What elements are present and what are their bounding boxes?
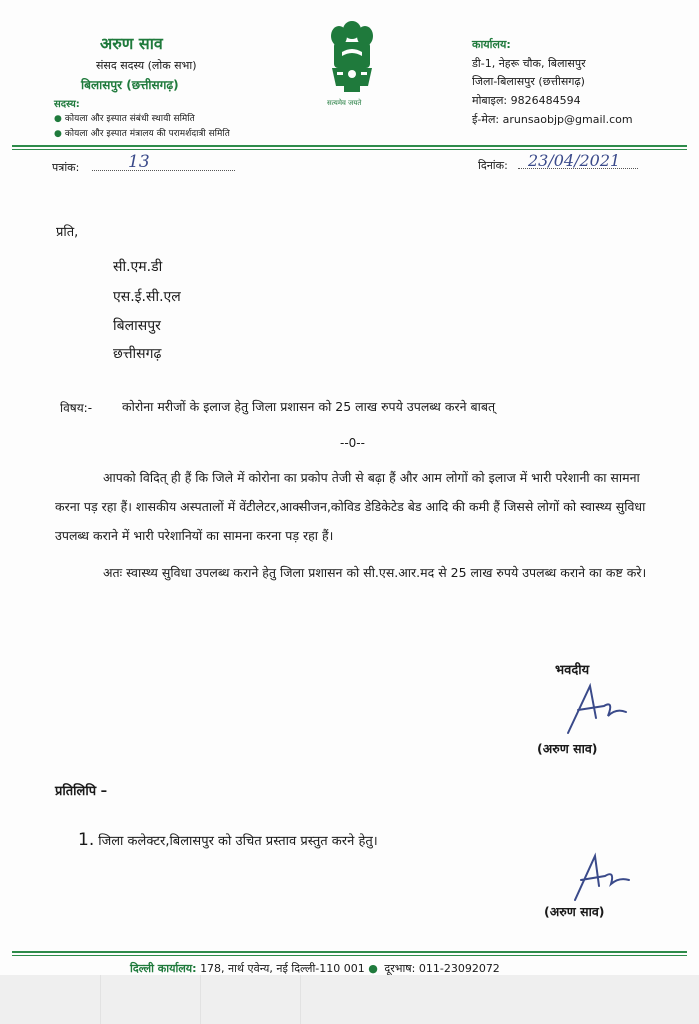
recipient-line: एस.ई.सी.एल bbox=[113, 289, 181, 305]
letter-date: 23/04/2021 bbox=[528, 151, 621, 170]
strip-divider bbox=[200, 975, 201, 1024]
handwritten-signature bbox=[565, 850, 635, 905]
copy-item-text: जिला कलेक्टर,बिलासपुर को उचित प्रस्ताव प्रस्तुत करने हेतु। bbox=[98, 834, 378, 849]
email-address: ई-मेल: arunsaobjp@gmail.com bbox=[472, 113, 633, 126]
reference-number: 13 bbox=[128, 152, 150, 172]
date-label: दिनांक: bbox=[478, 159, 508, 172]
subject-label: विषय:- bbox=[60, 401, 93, 415]
signer-name: (अरुण साव) bbox=[537, 741, 598, 756]
recipient-line: सी.एम.डी bbox=[113, 259, 163, 275]
reference-dotted-line bbox=[92, 170, 235, 171]
footer-address bbox=[130, 961, 500, 975]
handwritten-signature bbox=[560, 678, 630, 738]
recipient-line: छत्तीसगढ़ bbox=[113, 346, 162, 362]
office-address-line: डी-1, नेहरू चौक, बिलासपुर bbox=[472, 57, 586, 70]
header-divider bbox=[12, 149, 687, 150]
mobile-number: मोबाइल: 9826484594 bbox=[472, 94, 581, 107]
copy-item-number: 1. bbox=[78, 830, 95, 850]
national-emblem-icon bbox=[322, 16, 382, 96]
to-label: प्रति, bbox=[56, 225, 79, 240]
signer-name: (अरुण साव) bbox=[544, 904, 605, 919]
closing-salutation: भवदीय bbox=[555, 663, 590, 678]
copy-to-item bbox=[78, 830, 378, 850]
sender-name: अरुण साव bbox=[100, 34, 163, 53]
membership-heading: सदस्य: bbox=[54, 99, 80, 110]
strip-divider bbox=[100, 975, 101, 1024]
footer-divider bbox=[12, 951, 687, 953]
body-paragraph: अतः स्वास्थ्य सुविधा उपलब्ध कराने हेतु जिला प्रशासन को सी.एस.आर.मद से 25 लाख रुपये उपलब्ध कराने का कष्ट करे। bbox=[103, 565, 647, 580]
subject-text: कोरोना मरीजों के इलाज हेतु जिला प्रशासन को 25 लाख रुपये उपलब्ध करने बाबत् bbox=[122, 399, 496, 414]
bullet-icon: ● bbox=[54, 114, 62, 124]
strip-divider bbox=[300, 975, 301, 1024]
footer-divider bbox=[12, 955, 687, 956]
office-address-line: जिला-बिलासपुर (छत्तीसगढ़) bbox=[472, 75, 585, 88]
reference-label: पत्रांक: bbox=[52, 161, 80, 174]
header-divider bbox=[12, 145, 687, 147]
membership-item: ● कोयला और इस्पात मंत्रालय की परामर्शदात्री समिति bbox=[54, 129, 230, 139]
copy-to-label: प्रतिलिपि – bbox=[55, 784, 108, 799]
emblem-motto: सत्यमेव जयते bbox=[327, 99, 362, 107]
background-strip bbox=[0, 975, 699, 1024]
bullet-icon: ● bbox=[368, 962, 378, 975]
office-heading: कार्यालय: bbox=[472, 38, 511, 51]
body-paragraph: आपको विदित् ही हैं कि जिले में कोरोना का प्रकोप तेजी से बढ़ा हैं और आम लोगों को इलाज में भारी परेशानी का सामना करना पड़ रहा हैं। शासकीय अस्पतालों में वेंटीलेटर,आक्सीजन,कोविड डेडिकेटेड बेड आदि की कमी हैं जिससे लोगों को स्वास्थ्य सुविधा उपलब्ध कराने में भारी परेशानियों का सामना करना पड़ रहा हैं। bbox=[55, 470, 646, 543]
bullet-icon: ● bbox=[54, 129, 62, 139]
recipient-line: बिलासपुर bbox=[113, 318, 161, 334]
membership-item: ● कोयला और इस्पात संबंधी स्थायी समिति bbox=[54, 114, 195, 124]
footer-phone: दूरभाष: 011-23092072 bbox=[384, 962, 500, 975]
footer-address-text: 178, नार्थ एवेन्य, नई दिल्ली-110 001 bbox=[200, 962, 365, 975]
sender-constituency: बिलासपुर (छत्तीसगढ़) bbox=[81, 78, 179, 92]
separator-mark: --0-- bbox=[340, 436, 365, 450]
footer-heading: दिल्ली कार्यालय: bbox=[130, 962, 197, 975]
sender-designation: संसद सदस्य (लोक सभा) bbox=[96, 59, 197, 72]
